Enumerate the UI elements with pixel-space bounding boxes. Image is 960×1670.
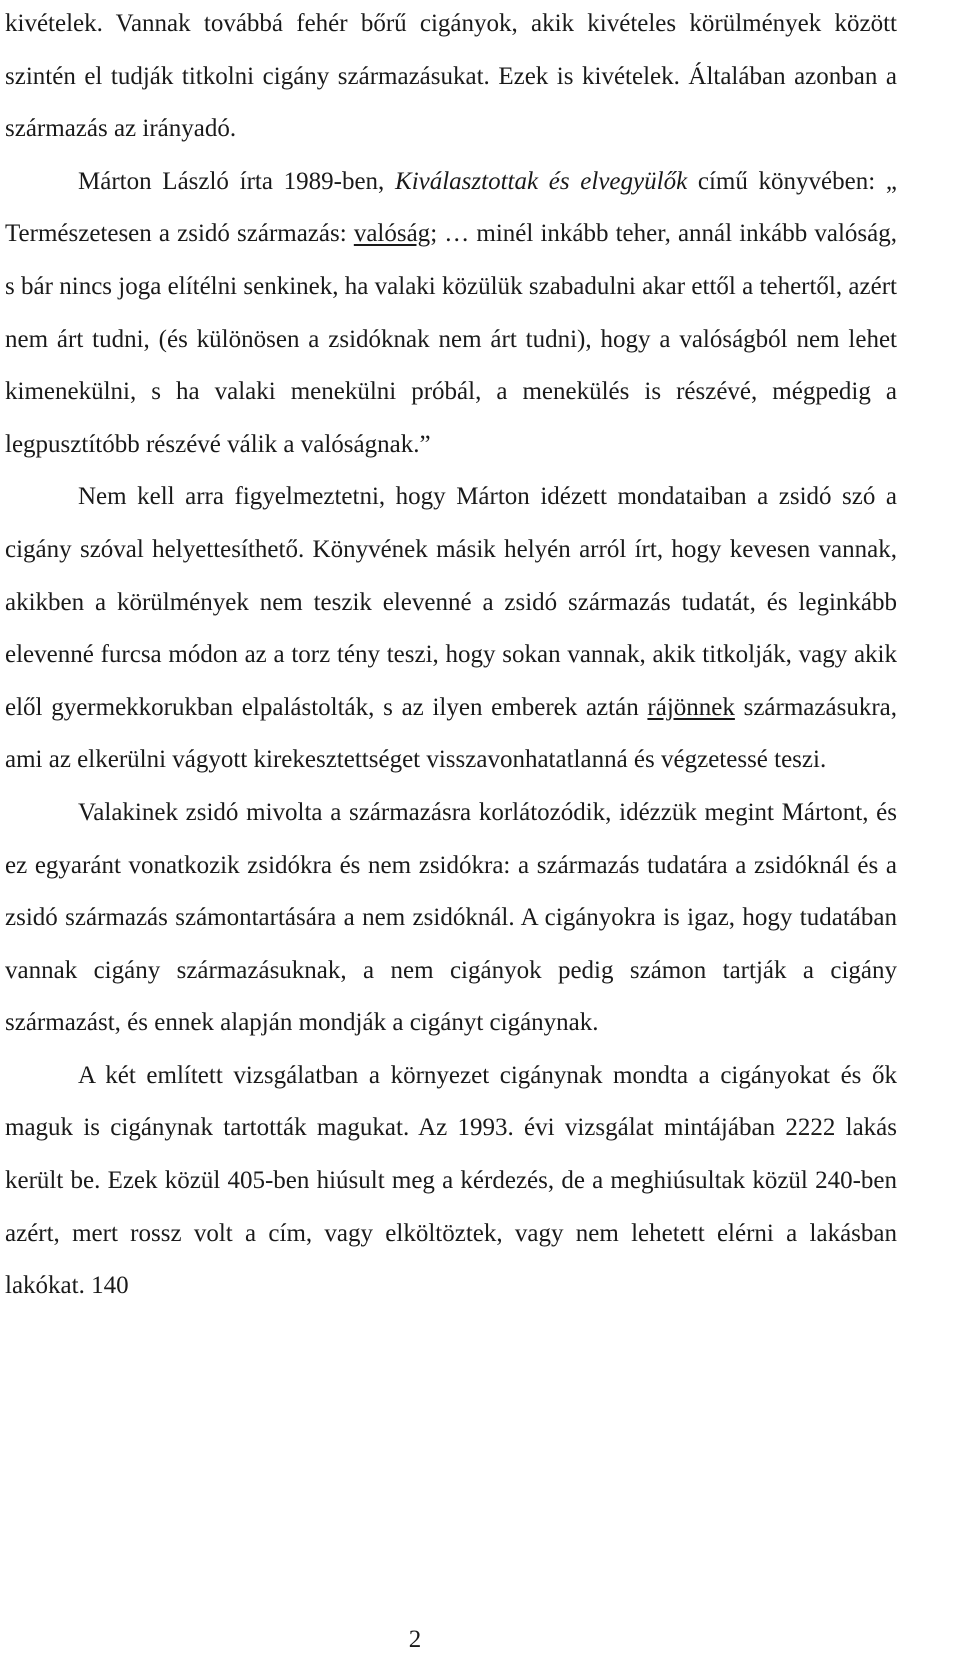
paragraph-5-text: A két említett vizsgálatban a környezet cigánynak mondta a cigányokat és ők maguk is cigánynak tartották magukat. Az 1993. évi vizsgálat mintájában 2222 lakás került be. Ezek közül 405-ben hiúsult meg a kérdezés, de a meghiúsultak közül 240-ben azért, mert rossz volt a cím, vagy elköltöztek, vagy nem lehetett elérni a lakásban lakókat. 140 <box>5 1061 897 1300</box>
paragraph-3 <box>5 471 897 787</box>
paragraph-5 <box>5 1050 897 1313</box>
paragraph-2-text-a: Márton László írta 1989-ben, <box>78 167 396 195</box>
paragraph-1 <box>5 0 897 156</box>
underlined-word-valosag: valóság <box>353 220 431 248</box>
paragraph-2 <box>5 156 897 472</box>
document-body <box>5 0 897 1313</box>
paragraph-3-text-b: származásukra, ami az elkerülni vágyott kirekesztettséget visszavonhatatlanná és végzetessé teszi. <box>5 693 897 774</box>
underlined-word-rajonnek: rájönnek <box>647 693 735 721</box>
paragraph-2-text-b: című könyvében: „ Természetesen a zsidó származás: <box>5 167 897 248</box>
book-title: Kiválasztottak és elvegyülők <box>395 167 688 195</box>
paragraph-4 <box>5 787 897 1050</box>
paragraph-3-text-a: Nem kell arra figyelmeztetni, hogy Márton idézett mondataiban a zsidó szó a cigány szóval helyettesíthető. Könyvének másik helyén arról írt, hogy kevesen vannak, akikben a körülmények nem teszik elevenné a zsidó származás tudatát, és leginkább elevenné furcsa módon az a torz tény teszi, hogy sokan vannak, akik titkolják, vagy akik elől gyermekkorukban elpalástolták, s az ilyen emberek aztán <box>5 483 897 721</box>
paragraph-2-text-c: ; … minél inkább teher, annál inkább valóság, s bár nincs joga elítélni senkinek, ha valaki közülük szabadulni akar ettől a tehertől, azért nem árt tudni, (és különösen a zsidóknak nem árt tudni), hogy a valóságból nem lehet kimenekülni, s ha valaki menekülni próbál, a menekülés is részévé, mégpedig a legpusztítóbb részévé válik a valóságnak.” <box>5 220 897 458</box>
page-number: 2 <box>408 1626 422 1653</box>
paragraph-4-text: Valakinek zsidó mivolta a származásra korlátozódik, idézzük megint Mártont, és ez egyaránt vonatkozik zsidókra és nem zsidókra: a származás tudatára a zsidóknál és a zsidó származás számontartására a nem zsidóknál. A cigányokra is igaz, hogy tudatában vannak cigány származásuknak, a nem cigányok pedig számon tartják a cigány származást, és ennek alapján mondják a cigányt cigánynak. <box>5 798 897 1037</box>
paragraph-1-text: kivételek. Vannak továbbá fehér bőrű cigányok, akik kivételes körülmények között szintén el tudják titkolni cigány származásukat. Ezek is kivételek. Általában azonban a származás az irányadó. <box>5 10 897 143</box>
